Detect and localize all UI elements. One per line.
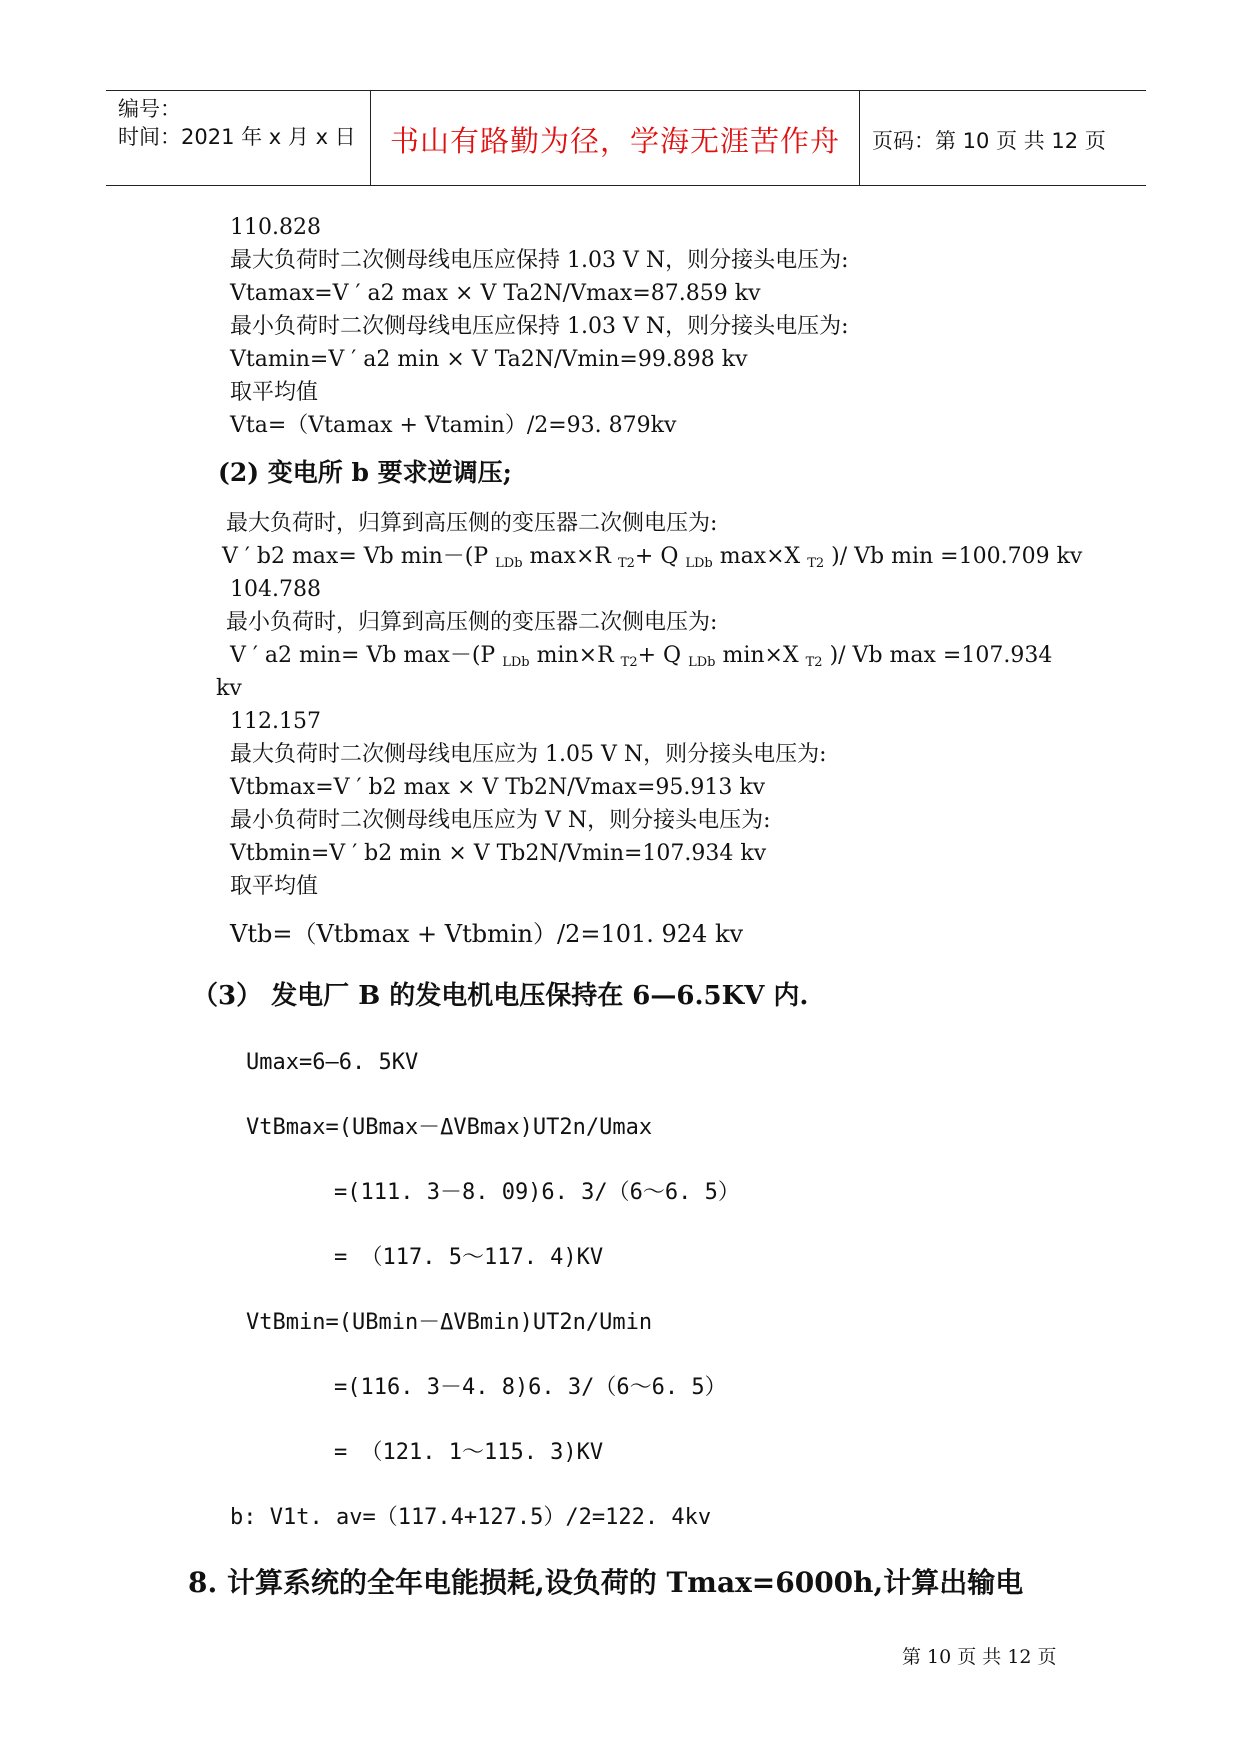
formula-line: b: V1t. av=（117.4+127.5）/2=122. 4kv bbox=[230, 1505, 712, 1530]
header-page-cell bbox=[860, 91, 1146, 185]
formula-line: Vtb=（Vtbmax + Vtbmin）/2=101. 924 kv bbox=[230, 920, 744, 948]
formula-line: =(111. 3－8. 09)6. 3/（6～6. 5） bbox=[334, 1180, 740, 1205]
formula-line: Vtamax=V ′ a2 max × V Ta2N/Vmax=87.859 kv bbox=[230, 281, 761, 306]
text-line: 取平均值 bbox=[230, 380, 319, 405]
text-line: 最大负荷时二次侧母线电压应保持 1.03 V N，则分接头电压为: bbox=[230, 248, 849, 273]
text-line: 112.157 bbox=[230, 709, 321, 734]
header-motto: 书山有路勤为径，学海无涯苦作舟 bbox=[389, 124, 840, 158]
section-heading-2: (2) 变电所 b 要求逆调压; bbox=[218, 458, 512, 487]
header-page-info: 页码：第 10 页 共 12 页 bbox=[872, 129, 1106, 153]
text-line: 110.828 bbox=[230, 215, 321, 240]
text-line: 最大负荷时，归算到高压侧的变压器二次侧电压为: bbox=[226, 511, 718, 536]
header-left-cell bbox=[106, 91, 370, 185]
section-heading-3: （3） 发电厂 B 的发电机电压保持在 6—6.5KV 内. bbox=[192, 981, 809, 1011]
text-line: 104.788 bbox=[230, 577, 321, 602]
formula-line: V ′ b2 max= Vb min－(P $_{LDb}$ max×R $_{T2}$+ Q $_{LDb}$ max×X $_{T2}$ )/ Vb min =100.709 kv bbox=[222, 544, 1083, 571]
page-footer: 第 10 页 共 12 页 bbox=[902, 1646, 1057, 1668]
document-number-label: 编号： bbox=[118, 97, 181, 121]
formula-line: Umax=6—6. 5KV bbox=[246, 1050, 419, 1075]
formula-line: VtBmin=(UBmin－ΔVBmin)UT2n/Umin bbox=[246, 1310, 653, 1335]
formula-line: VtBmax=(UBmax－ΔVBmax)UT2n/Umax bbox=[246, 1115, 653, 1140]
page-header bbox=[106, 90, 1146, 186]
text-line: 最小负荷时二次侧母线电压应保持 1.03 V N，则分接头电压为: bbox=[230, 314, 849, 339]
formula-line: V ′ a2 min= Vb max－(P $_{LDb}$ min×R $_{T2}$+ Q $_{LDb}$ min×X $_{T2}$ )/ Vb max =107.934 bbox=[230, 643, 1053, 670]
formula-line: Vtbmax=V ′ b2 max × V Tb2N/Vmax=95.913 kv bbox=[230, 775, 766, 800]
formula-line: Vtbmin=V ′ b2 min × V Tb2N/Vmin=107.934 kv bbox=[230, 841, 767, 866]
section-heading-8: 8. 计算系统的全年电能损耗,设负荷的 Tmax=6000h,计算出输电 bbox=[188, 1566, 1024, 1599]
header-motto-cell bbox=[370, 91, 860, 185]
formula-line: Vtamin=V ′ a2 min × V Ta2N/Vmin=99.898 kv bbox=[230, 347, 748, 372]
formula-line: = （117. 5～117. 4)KV bbox=[334, 1245, 604, 1270]
text-line: 取平均值 bbox=[230, 874, 319, 899]
formula-line: Vta=（Vtamax + Vtamin）/2=93. 879kv bbox=[230, 413, 677, 438]
formula-line: = （121. 1～115. 3)KV bbox=[334, 1440, 604, 1465]
text-line: 最小负荷时，归算到高压侧的变压器二次侧电压为: bbox=[226, 610, 718, 635]
document-time-label: 时间：2021 年 x 月 x 日 bbox=[118, 125, 356, 149]
text-line: 最小负荷时二次侧母线电压应为 V N，则分接头电压为: bbox=[230, 808, 771, 833]
formula-line: =(116. 3－4. 8)6. 3/（6～6. 5） bbox=[334, 1375, 727, 1400]
text-line: 最大负荷时二次侧母线电压应为 1.05 V N，则分接头电压为: bbox=[230, 742, 827, 767]
text-line: kv bbox=[216, 676, 242, 701]
